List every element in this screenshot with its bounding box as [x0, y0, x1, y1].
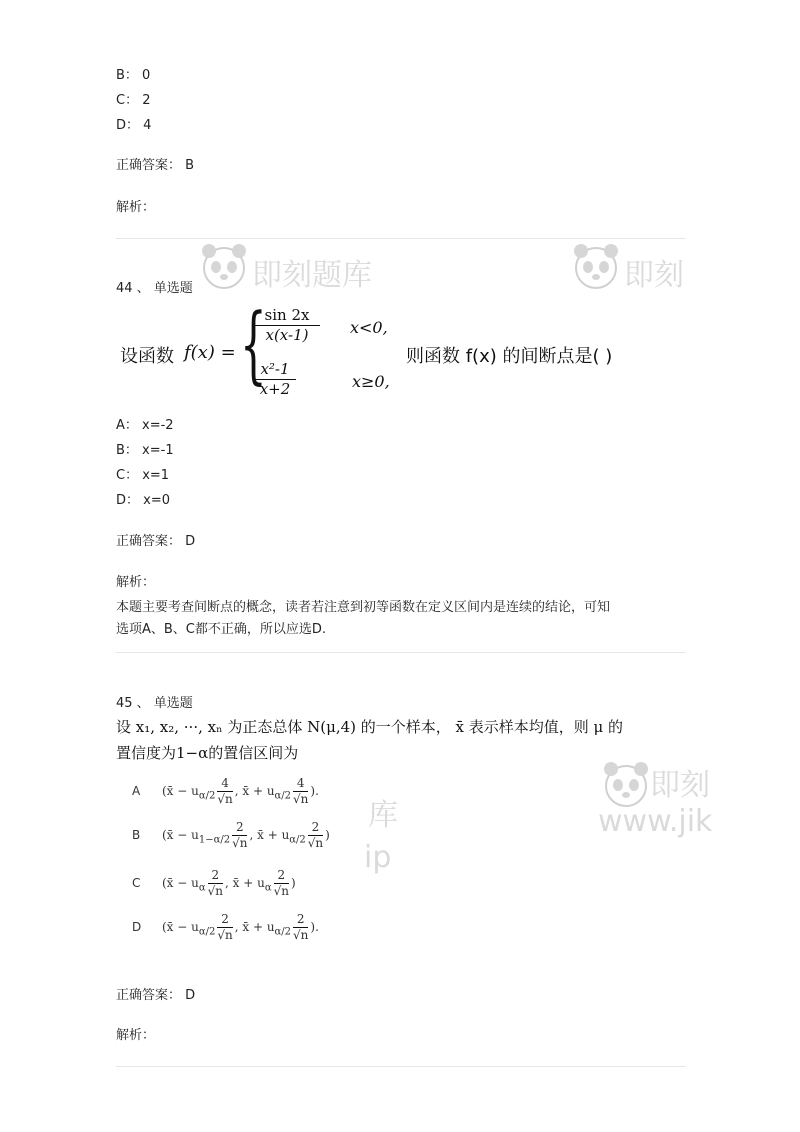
fraction-den: √n [217, 928, 233, 942]
fraction-num: 2 [232, 820, 247, 836]
option-left: (x̄ − u [162, 876, 199, 890]
option-left-sub: α [198, 882, 206, 894]
option-right: , x̄ + u [234, 784, 275, 798]
q45-option-a[interactable] [132, 776, 319, 807]
fraction-num: 2 [274, 868, 289, 884]
option-left-fraction [217, 912, 232, 943]
q44-case2-cond: x≥0, [352, 372, 390, 391]
q44-stem-suffix: 则函数 f(x) 的间断点是( ) [406, 346, 613, 367]
option-left-fraction [232, 820, 247, 851]
option-left-sub: α/2 [198, 790, 216, 802]
q45-stem-line2: 置信度为1−α的置信区间为 [116, 744, 299, 762]
q44-option-c[interactable]: C： x=1 [116, 468, 170, 483]
q45-option-d[interactable] [132, 912, 319, 943]
option-left: (x̄ − u [162, 828, 199, 842]
fraction-den: √n [307, 836, 324, 850]
q43-option-b[interactable]: B： 0 [116, 68, 151, 83]
option-left-fraction [208, 868, 223, 899]
q44-case1-num: sin 2x [254, 306, 320, 326]
q44-case1-fraction [254, 306, 320, 344]
option-right-sub: α/2 [274, 926, 292, 938]
q44-option-b[interactable]: B： x=-1 [116, 443, 174, 458]
divider [116, 1066, 686, 1067]
option-label: B [132, 828, 141, 842]
option-label: D [132, 920, 142, 934]
panda-watermark-icon [570, 240, 622, 292]
fraction-den: √n [217, 792, 233, 806]
option-right-fraction [293, 776, 308, 807]
fraction-num: 2 [217, 912, 232, 928]
q45-stem-line1: 设 x₁, x₂, ···, xₙ 为正态总体 N(μ,4) 的一个样本， x̄ 表示样本均值，则 μ 的 [116, 718, 624, 736]
q43-answer: 正确答案： B [116, 158, 195, 173]
option-right-fraction [293, 912, 308, 943]
q44-fx: f(x) = [184, 342, 236, 363]
option-end: ). [310, 784, 319, 798]
option-right-sub: α [264, 882, 272, 894]
option-right-fraction [274, 868, 289, 899]
fraction-num: 2 [208, 868, 223, 884]
watermark-ku: 库 [368, 798, 398, 833]
divider [116, 652, 686, 653]
q43-analysis-label: 解析： [116, 200, 156, 215]
q45-analysis-label: 解析： [116, 1028, 156, 1043]
watermark-ip: ip [364, 840, 392, 875]
option-right: , x̄ + u [225, 876, 265, 890]
watermark-brand-partial: 即刻 [624, 258, 684, 293]
watermark-brand-partial: 即刻 [650, 768, 710, 803]
option-right: , x̄ + u [234, 920, 275, 934]
q43-option-c[interactable]: C： 2 [116, 93, 151, 108]
option-right-sub: α/2 [274, 790, 292, 802]
option-right-fraction [308, 820, 323, 851]
option-end: ) [290, 876, 296, 890]
option-left-sub: 1−α/2 [198, 834, 231, 846]
fraction-num: 4 [293, 776, 308, 792]
q44-case1-cond: x<0, [350, 318, 388, 337]
q44-analysis-text: 本题主要考查间断点的概念，读者若注意到初等函数在定义区间内是连续的结论，可知 [116, 600, 611, 615]
option-left-sub: α/2 [198, 926, 216, 938]
q45-answer: 正确答案： D [116, 988, 196, 1003]
fraction-num: 2 [308, 820, 323, 836]
q44-case2-num: x²-1 [254, 360, 296, 380]
q44-analysis-text: 选项A、B、C都不正确，所以应选D. [116, 622, 327, 637]
q44-case2-fraction [254, 360, 296, 398]
option-label: A [132, 784, 141, 798]
fraction-den: √n [273, 884, 289, 898]
option-end: ). [310, 920, 319, 934]
q44-case1-den: x(x-1) [265, 326, 309, 344]
q44-header: 44 、 单选题 [116, 281, 193, 296]
option-left-fraction [217, 776, 232, 807]
option-right-sub: α/2 [289, 834, 306, 846]
q45-option-c[interactable] [132, 868, 296, 899]
q44-answer: 正确答案： D [116, 534, 196, 549]
fraction-den: √n [293, 792, 309, 806]
q44-option-d[interactable]: D： x=0 [116, 493, 170, 508]
option-end: ) [325, 828, 330, 842]
q44-analysis-label: 解析： [116, 575, 156, 590]
option-left: (x̄ − u [162, 920, 199, 934]
fraction-den: √n [293, 928, 309, 942]
watermark-url: www.jik [598, 804, 713, 839]
fraction-num: 4 [217, 776, 232, 792]
option-right: , x̄ + u [249, 828, 290, 842]
option-left: (x̄ − u [162, 784, 199, 798]
panda-watermark-icon [600, 758, 652, 810]
fraction-num: 2 [293, 912, 308, 928]
q44-case2-den: x+2 [259, 380, 291, 398]
fraction-den: √n [232, 836, 248, 850]
q45-header: 45 、 单选题 [116, 696, 193, 711]
fraction-den: √n [207, 884, 224, 898]
option-label: C [132, 876, 141, 890]
q44-option-a[interactable]: A： x=-2 [116, 418, 174, 433]
brace: { [240, 295, 267, 393]
watermark-brand: 即刻题库 [252, 258, 372, 293]
q45-option-b[interactable] [132, 820, 330, 851]
q43-option-d[interactable]: D： 4 [116, 118, 152, 133]
panda-watermark-icon [198, 240, 250, 292]
q44-stem-prefix: 设函数 [120, 346, 174, 367]
divider [116, 238, 686, 239]
